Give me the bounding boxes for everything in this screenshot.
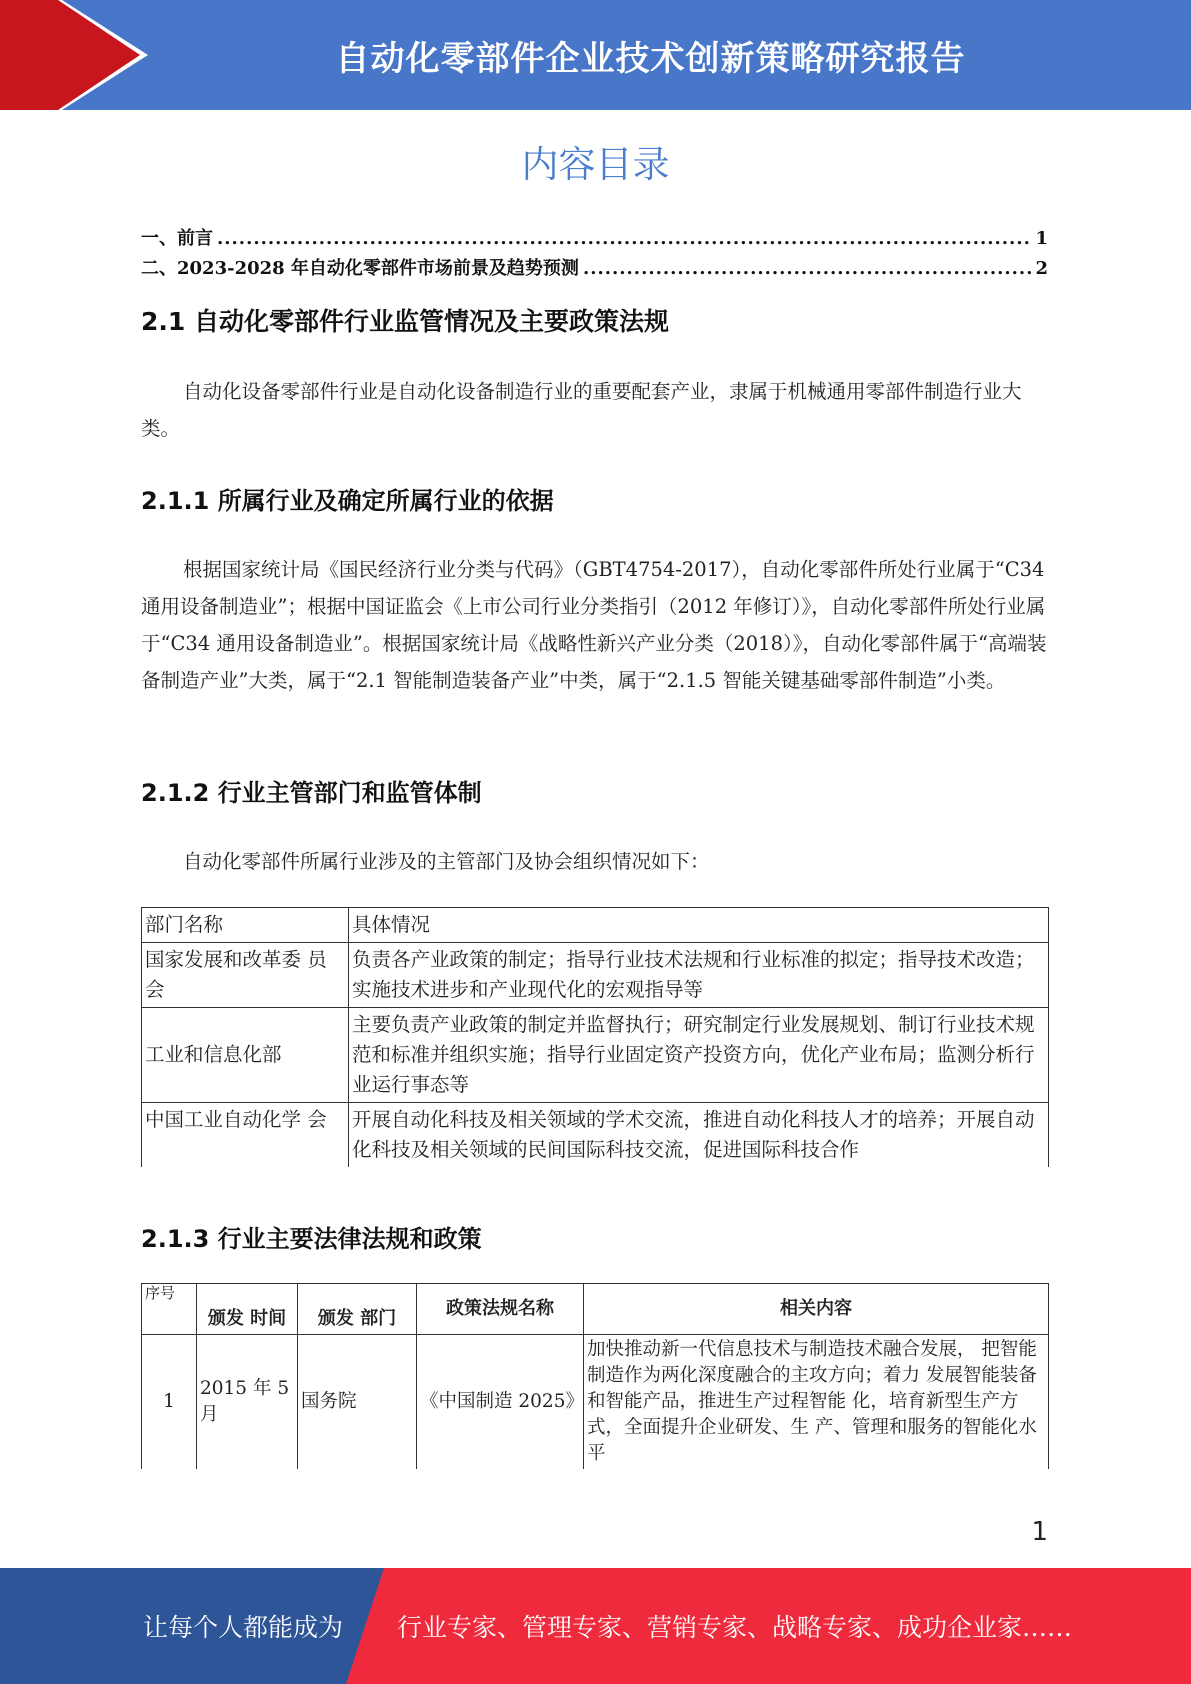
policies-table (141, 1283, 1049, 1469)
footer-slogan-left: 让每个人都能成为 (143, 1613, 344, 1642)
report-title: 自动化零部件企业技术创新策略研究报告 (335, 38, 966, 79)
table-row (142, 1008, 1049, 1103)
section-heading-2-1: 2.1 自动化零部件行业监管情况及主要政策法规 (141, 307, 669, 336)
footer-slogan-right: 行业专家、管理专家、营销专家、战略专家、成功企业家…… (397, 1613, 1073, 1642)
table-header-cell: 颁发 部门 (298, 1284, 417, 1335)
section-2-1-1-paragraph: 根据国家统计局《国民经济行业分类与代码》（GBT4754-2017），自动化零部件所处行业属于“C34 通用设备制造业”；根据中国证监会《上市公司行业分类指引（2012 年修订）》，自动化零部件所处行业属于“C34 通用设备制造业”。根据国家统计局《战略性新兴产业分类（2018）》，自动化零部件属于“高端装备制造产业”大类，属于“2.1 智能制造装备产业”中类，属于“2.1.5 智能关键基础零部件制造”小类。 (141, 558, 1047, 692)
table-header-cell: 序号 (142, 1284, 197, 1335)
section-2-1-2-paragraph: 自动化零部件所属行业涉及的主管部门及协会组织情况如下： (183, 850, 710, 873)
table-header-cell: 政策法规名称 (417, 1284, 584, 1335)
regulators-table (141, 907, 1049, 1167)
toc-item-label: 一、前言 (141, 228, 213, 249)
footer-banner (0, 1568, 1191, 1684)
table-row (142, 1103, 1049, 1168)
table-cell-details: 开展自动化科技及相关领域的学术交流，推进自动化科技人才的培养；开展自动化科技及相关领域的民间国际科技交流，促进国际科技合作 (349, 1103, 1049, 1168)
table-header-row (142, 1284, 1049, 1335)
table-cell-seq: 1 (142, 1335, 197, 1470)
section-heading-2-1-1: 2.1.1 所属行业及确定所属行业的依据 (141, 487, 554, 515)
table-header-cell: 具体情况 (349, 908, 1049, 943)
table-cell-date: 2015 年 5 月 (197, 1335, 298, 1470)
toc-item-label: 二、2023-2028 年自动化零部件市场前景及趋势预测 (141, 258, 579, 279)
section-heading-2-1-3: 2.1.3 行业主要法律法规和政策 (141, 1225, 482, 1253)
table-cell-department: 工业和信息化部 (142, 1008, 349, 1103)
table-cell-content: 加快推动新一代信息技术与制造技术融合发展， 把智能制造作为两化深度融合的主攻方向；着力 发展智能装备和智能产品，推进生产过程智能 化，培育新型生产方式，全面提升企业研发、生 产、管理和服务的智能化水平 (584, 1335, 1049, 1470)
toc-item-preface[interactable] (141, 224, 1048, 252)
table-cell-issuer: 国务院 (298, 1335, 417, 1470)
table-cell-details: 主要负责产业政策的制定并监督执行；研究制定行业发展规划、制订行业技术规范和标准并组织实施；指导行业固定资产投资方向，优化产业布局；监测分析行业运行事态等 (349, 1008, 1049, 1103)
toc-item-page: 2 (1035, 258, 1048, 279)
page-number: 1 (1031, 1517, 1048, 1547)
table-row (142, 943, 1049, 1008)
toc-leader-dots (583, 258, 1032, 279)
table-cell-department: 国家发展和改革委 员会 (142, 943, 349, 1008)
toc-leader-dots (217, 228, 1031, 249)
table-header-cell: 部门名称 (142, 908, 349, 943)
table-cell-department: 中国工业自动化学 会 (142, 1103, 349, 1168)
header-banner (0, 0, 1191, 110)
section-heading-2-1-2: 2.1.2 行业主管部门和监管体制 (141, 779, 482, 807)
section-2-1-paragraph: 自动化设备零部件行业是自动化设备制造行业的重要配套产业，隶属于机械通用零部件制造行业大类。 (141, 380, 1022, 440)
toc-item-market-forecast[interactable] (141, 254, 1048, 282)
table-cell-details: 负责各产业政策的制定；指导行业技术法规和行业标准的拟定；指导技术改造；实施技术进步和产业现代化的宏观指导等 (349, 943, 1049, 1008)
table-cell-policy-name: 《中国制造 2025》 (417, 1335, 584, 1470)
table-header-row (142, 908, 1049, 943)
toc-heading: 内容目录 (521, 143, 670, 186)
table-header-cell: 相关内容 (584, 1284, 1049, 1335)
table-row (142, 1335, 1049, 1470)
table-header-cell: 颁发 时间 (197, 1284, 298, 1335)
toc-item-page: 1 (1035, 228, 1048, 249)
